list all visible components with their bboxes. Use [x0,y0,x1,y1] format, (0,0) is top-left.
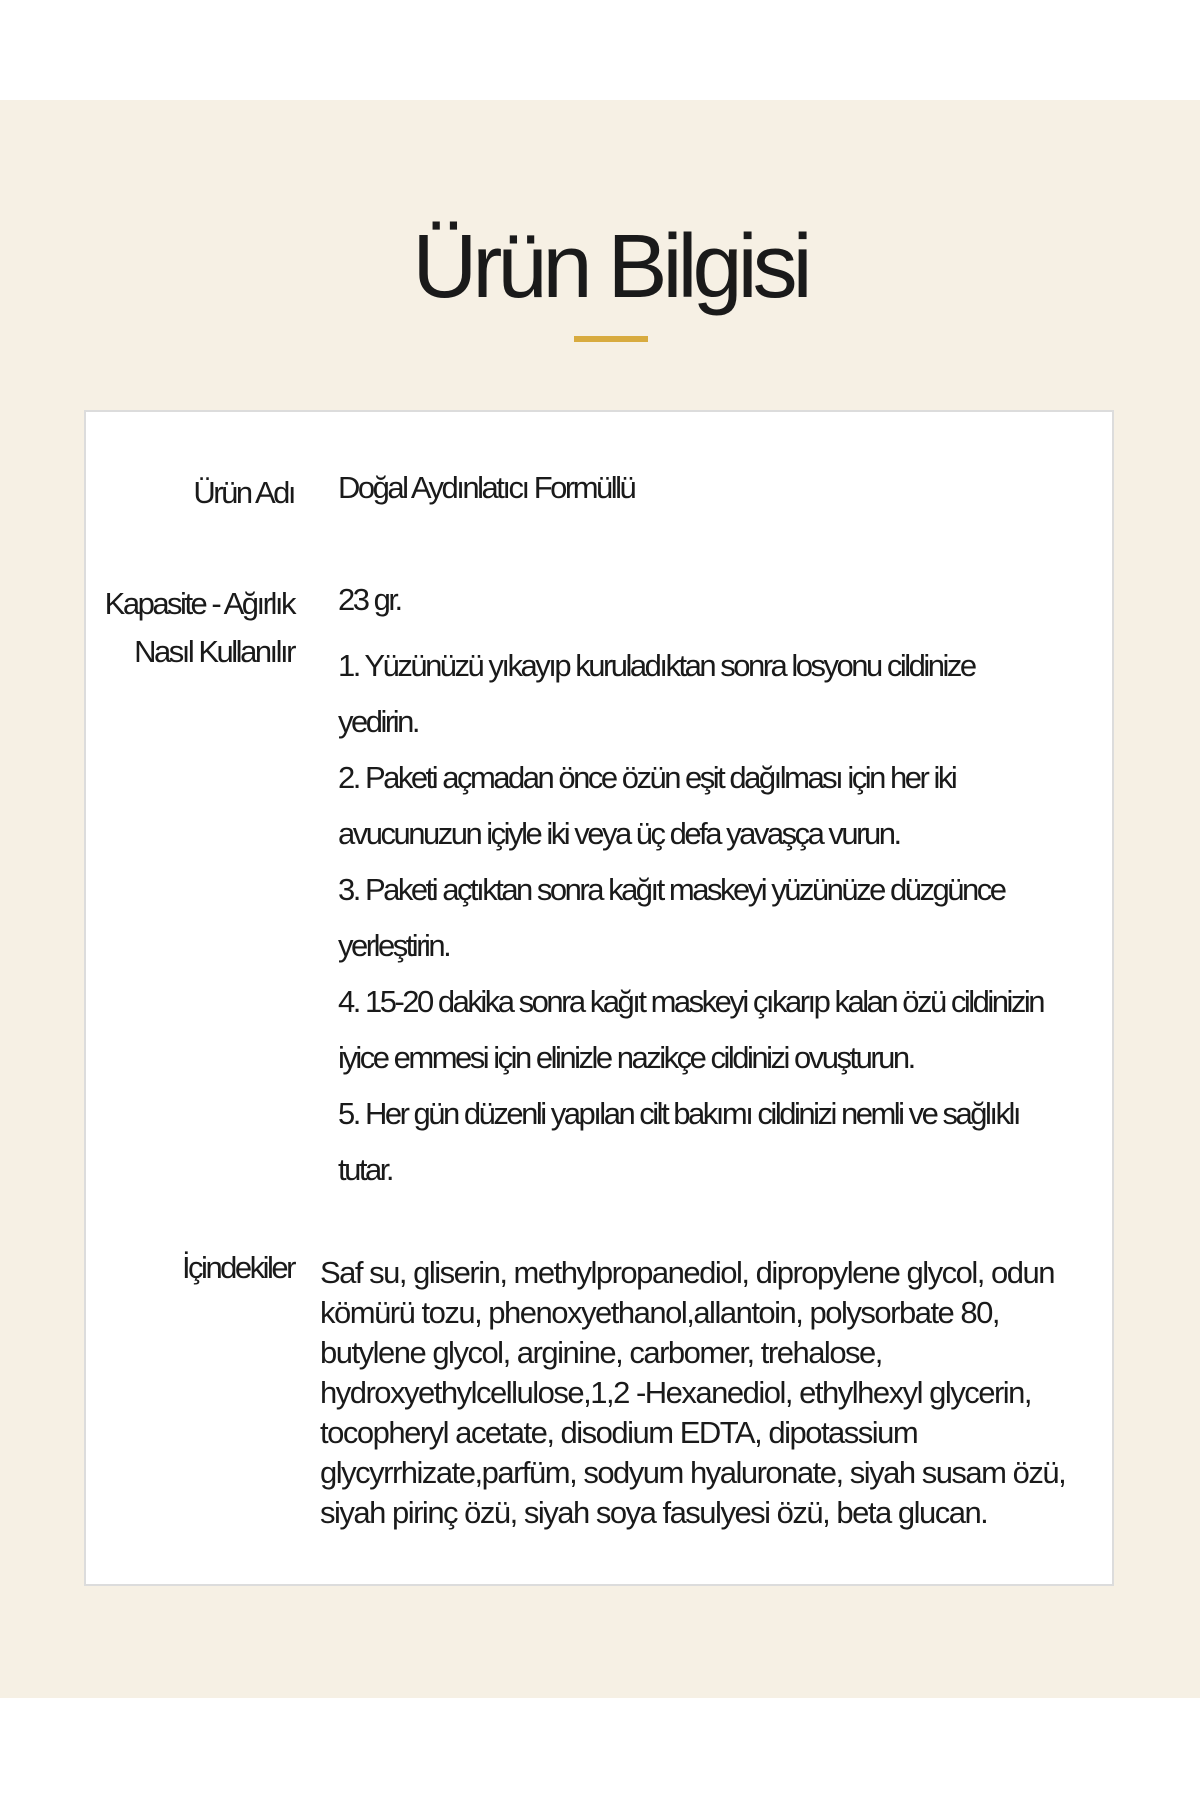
usage-line: yerleştirin. [338,928,450,963]
usage-line: iyice emmesi için elinizle nazikçe cildinizi ovuşturun. [338,1040,914,1075]
usage-line: 5. Her gün düzenli yapılan cilt bakımı cildinizi nemli ve sağlıklı [338,1096,1019,1131]
usage-line: 2. Paketi açmadan önce özün eşit dağılması için her iki [338,760,956,795]
product-name-label: Ürün Adı [193,475,294,510]
usage-line: tutar. [338,1152,392,1187]
usage-label: Nasıl Kullanılır [134,634,294,669]
title-underline [574,336,648,342]
usage-line: 1. Yüzünüzü yıkayıp kuruladıktan sonra losyonu cildinize [338,648,975,683]
capacity-label: Kapasite - Ağırlık [104,586,294,621]
usage-line: yedirin. [338,704,418,739]
usage-line: 3. Paketi açtıktan sonra kağıt maskeyi yüzünüze düzgünce [338,872,1005,907]
page-title: Ürün Bilgisi [412,217,808,317]
usage-steps [338,638,1098,1198]
ingredients-label: İçindekiler [181,1250,294,1285]
usage-line: avucunuzun içiyle iki veya üç defa yavaşça vurun. [338,816,900,851]
capacity-value: 23 gr. [338,582,401,617]
product-name-value: Doğal Aydınlatıcı Formüllü [338,470,635,505]
usage-line: 4. 15-20 dakika sonra kağıt maskeyi çıkarıp kalan özü cildinizin [338,984,1043,1019]
ingredients-value: Saf su, gliserin, methylpropanediol, dipropylene glycol, odun kömürü tozu, phenoxyethanol,allantoin, polysorbate 80, butylene glycol, arginine, carbomer, trehalose, hydroxyethylcellulose,1,2 -Hexanediol, ethylhexyl glycerin, tocopheryl acetate, disodium EDTA, dipotassium glycyrrhizate,parfüm, sodyum hyaluronate, siyah susam özü, siyah pirinç özü, siyah soya fasulyesi özü, beta glucan. [320,1255,1066,1530]
